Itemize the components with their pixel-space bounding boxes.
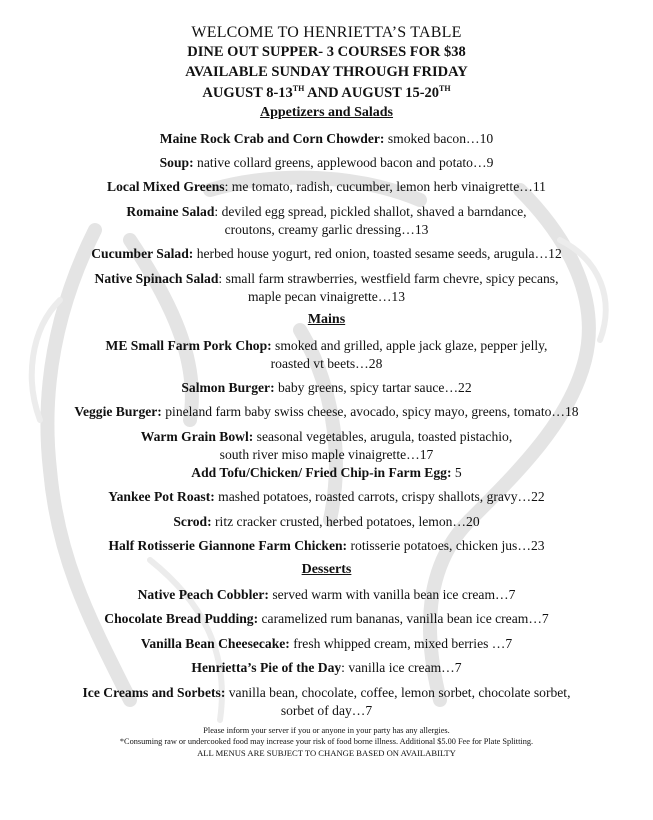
item-desc: mashed potatoes, roasted carrots, crispy shallots, gravy…22 (214, 489, 545, 504)
item-desc-cont: maple pecan vinaigrette…13 (247, 289, 406, 304)
item-name: Local Mixed Greens (107, 179, 225, 194)
menu-item (40, 488, 613, 506)
menu-item (40, 379, 613, 397)
item-name: Veggie Burger: (74, 404, 162, 419)
item-desc: served warm with vanilla bean ice cream…7 (268, 587, 516, 602)
item-desc: : me tomato, radish, cucumber, lemon herb vinaigrette…11 (224, 179, 546, 194)
menu-item (40, 659, 613, 677)
item-name: Half Rotisserie Giannone Farm Chicken: (108, 538, 348, 553)
menu-item (40, 203, 613, 239)
item-desc: native collard greens, applewood bacon and potato…9 (193, 155, 494, 170)
item-name: Romaine Salad (126, 204, 215, 219)
item-desc-cont: roasted vt beets…28 (270, 356, 383, 371)
item-addon-price: 5 (451, 465, 462, 480)
item-name: Scrod: (173, 514, 212, 529)
item-desc: : small farm strawberries, westfield farm chevre, spicy pecans, (218, 271, 559, 286)
item-desc-cont: croutons, creamy garlic dressing…13 (224, 222, 429, 237)
menu-item (40, 635, 613, 653)
item-desc: seasonal vegetables, arugula, toasted pistachio, (253, 429, 513, 444)
item-name: Henrietta’s Pie of the Day (191, 660, 342, 675)
item-desc: pineland farm baby swiss cheese, avocado, spicy mayo, greens, tomato…18 (161, 404, 579, 419)
menu-item (40, 130, 613, 148)
item-desc: ritz cracker crusted, herbed potatoes, lemon…20 (211, 514, 480, 529)
section-mains: Mains (307, 312, 346, 327)
item-desc: caramelized rum bananas, vanilla bean ice cream…7 (258, 611, 549, 626)
item-desc-cont: south river miso maple vinaigrette…17 (219, 447, 434, 462)
allergy-note: Please inform your server if you or anyone in your party has any allergies. (203, 726, 450, 735)
item-desc: : vanilla ice cream…7 (341, 660, 462, 675)
menu-item (10, 403, 643, 421)
dates-sup-2: TH (439, 84, 451, 93)
availability-note: ALL MENUS ARE SUBJECT TO CHANGE BASED ON AVAILABILTY (197, 748, 456, 758)
dates-part-1: AUGUST 8-13 (202, 85, 293, 101)
item-desc-cont: sorbet of day…7 (280, 703, 373, 718)
item-name: Maine Rock Crab and Corn Chowder: (159, 131, 385, 146)
menu-item (40, 337, 613, 373)
item-desc: herbed house yogurt, red onion, toasted sesame seeds, arugula…12 (193, 246, 562, 261)
menu-item (40, 428, 613, 482)
menu-item (40, 586, 613, 604)
item-desc: vanilla bean, chocolate, coffee, lemon sorbet, chocolate sorbet, (225, 685, 571, 700)
welcome-title: WELCOME TO HENRIETTA’S TABLE (191, 24, 462, 41)
menu-item (20, 684, 633, 720)
item-desc: smoked and grilled, apple jack glaze, pepper jelly, (271, 338, 548, 353)
item-name: Vanilla Bean Cheesecake: (140, 636, 290, 651)
menu-item (40, 178, 613, 196)
item-desc: rotisserie potatoes, chicken jus…23 (347, 538, 545, 553)
item-name: Ice Creams and Sorbets: (82, 685, 226, 700)
menu-item (40, 513, 613, 531)
item-name: Salmon Burger: (181, 380, 275, 395)
dates-part-2: AND AUGUST 15-20 (304, 85, 440, 101)
availability-line: AVAILABLE SUNDAY THROUGH FRIDAY (185, 64, 468, 80)
item-name: Native Spinach Salad (94, 271, 219, 286)
dates-sup-1: TH (292, 84, 305, 93)
item-desc: : deviled egg spread, pickled shallot, shaved a barndance, (214, 204, 527, 219)
item-addon-name: Add Tofu/Chicken/ Fried Chip-in Farm Egg: (191, 465, 452, 480)
item-name: Native Peach Cobbler: (137, 587, 269, 602)
dine-out-line: DINE OUT SUPPER- 3 COURSES FOR $38 (187, 44, 466, 60)
section-appetizers: Appetizers and Salads (259, 105, 394, 120)
item-name: Yankee Pot Roast: (108, 489, 215, 504)
menu-item (40, 154, 613, 172)
menu-item (40, 610, 613, 628)
food-safety-note: *Consuming raw or undercooked food may increase your risk of food borne illness. Additional $5.00 Fee for Plate Splitting. (119, 737, 534, 746)
menu-item (40, 245, 613, 263)
section-desserts: Desserts (301, 562, 352, 577)
item-desc: baby greens, spicy tartar sauce…22 (274, 380, 472, 395)
item-name: Warm Grain Bowl: (140, 429, 254, 444)
menu-item (40, 270, 613, 306)
dates-line (0, 85, 653, 102)
item-name: ME Small Farm Pork Chop: (105, 338, 272, 353)
item-desc: smoked bacon…10 (384, 131, 494, 146)
item-name: Chocolate Bread Pudding: (104, 611, 259, 626)
item-desc: fresh whipped cream, mixed berries …7 (289, 636, 513, 651)
item-name: Cucumber Salad: (91, 246, 194, 261)
item-name: Soup: (159, 155, 194, 170)
menu-item (40, 537, 613, 555)
